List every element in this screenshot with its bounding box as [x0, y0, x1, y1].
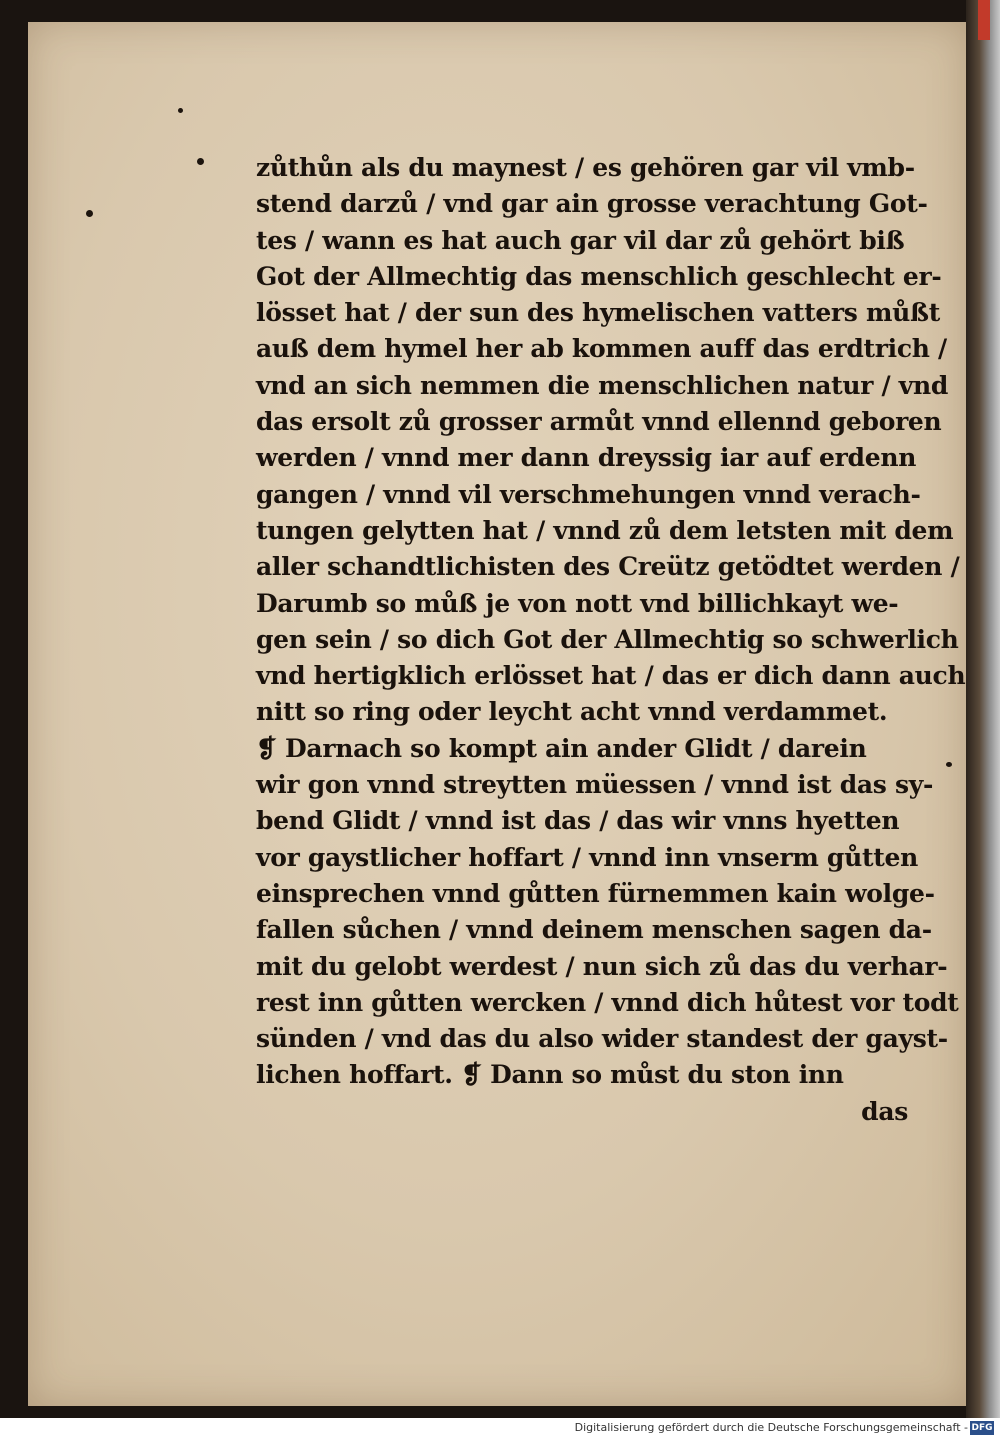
- text-line: Darumb so můß je von nott vnd billichkayt we-: [256, 588, 899, 618]
- text-line: fallen sůchen / vnnd deinem menschen sagen da-: [256, 915, 932, 945]
- text-line: lichen hoffart. ❡ Dann so můst du ston inn: [256, 1060, 844, 1090]
- ink-spot: [178, 108, 183, 113]
- ink-spot: [197, 158, 204, 165]
- text-line: bend Glidt / vnnd ist das / das wir vnns hyetten: [256, 806, 900, 836]
- text-line: stend darzů / vnd gar ain grosse verachtung Got-: [256, 189, 928, 219]
- text-line: rest inn gůtten wercken / vnnd dich hůtest vor todt: [256, 987, 959, 1017]
- text-line: wir gon vnnd streytten müessen / vnnd ist das sy-: [256, 770, 934, 800]
- text-line: lösset hat / der sun des hymelischen vatters můßt: [256, 298, 940, 328]
- text-line: das ersolt zů grosser armůt vnnd ellennd geboren: [256, 407, 942, 437]
- catchword: das: [861, 1096, 908, 1126]
- text-line: vor gaystlicher hoffart / vnnd inn vnserm gůtten: [256, 842, 918, 872]
- ink-spot: [946, 762, 952, 767]
- text-line: gangen / vnnd vil verschmehungen vnnd verach-: [256, 479, 921, 509]
- text-line: vnd an sich nemmen die menschlichen natur / vnd: [256, 370, 949, 400]
- footer-credit: Digitalisierung gefördert durch die Deutsche Forschungsgemeinschaft -: [574, 1421, 968, 1434]
- text-line: auß dem hymel her ab kommen auff das erdtrich /: [256, 334, 947, 364]
- bookmark-ribbon: [978, 0, 990, 40]
- footer-bar: [0, 1418, 1000, 1439]
- page-text: [256, 150, 966, 1130]
- text-line: sünden / vnd das du also wider standest der gayst-: [256, 1024, 948, 1054]
- text-line: werden / vnnd mer dann dreyssig iar auf erdenn: [256, 443, 917, 473]
- text-line: Got der Allmechtig das menschlich geschlecht er-: [256, 261, 942, 291]
- text-line: vnd hertigklich erlösset hat / das er dich dann auch: [256, 661, 966, 691]
- text-line: gen sein / so dich Got der Allmechtig so schwerlich: [256, 624, 959, 654]
- text-line: ❡ Darnach so kompt ain ander Glidt / darein: [256, 733, 867, 763]
- text-line: tungen gelytten hat / vnnd zů dem letsten mit dem: [256, 515, 954, 545]
- text-line: tes / wann es hat auch gar vil dar zů gehört biß: [256, 225, 905, 255]
- text-line: zůthůn als du maynest / es gehören gar vil vmb-: [256, 153, 915, 182]
- book-spine: [966, 0, 1000, 1418]
- text-line: aller schandtlichisten des Creütz getödtet werden /: [256, 552, 960, 582]
- ink-spot: [86, 210, 93, 217]
- text-line: nitt so ring oder leycht acht vnnd verdammet.: [256, 697, 888, 727]
- text-line: mit du gelobt werdest / nun sich zů das du verhar-: [256, 951, 948, 981]
- dfg-logo[interactable]: DFG: [971, 1423, 993, 1433]
- text-line: einsprechen vnnd gůtten fürnemmen kain wolge-: [256, 878, 935, 908]
